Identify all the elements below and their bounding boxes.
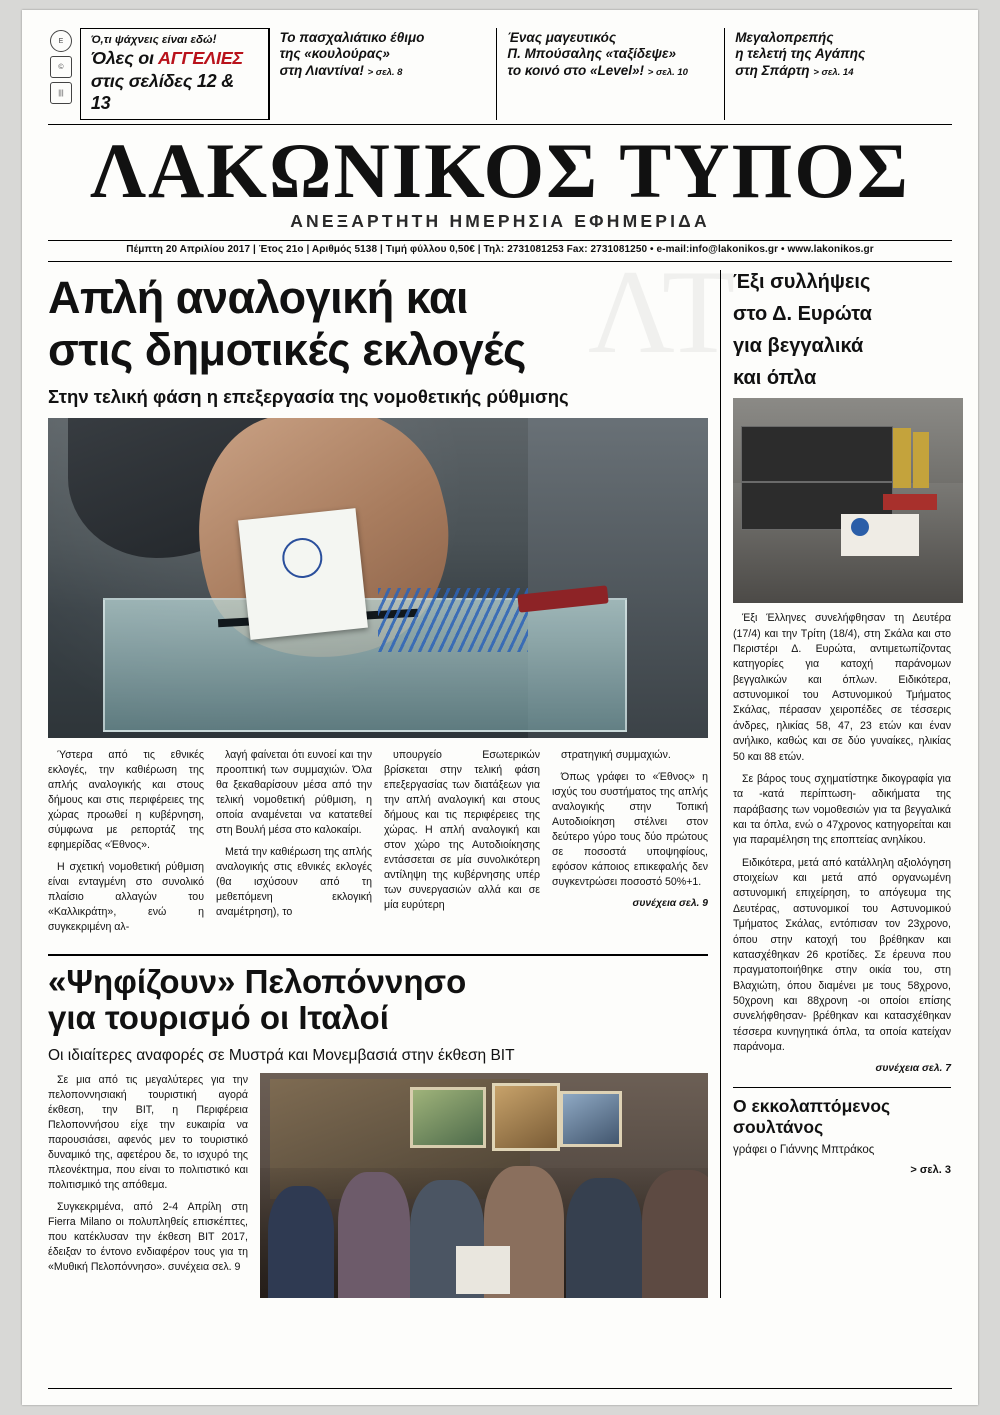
bit-photo-person-1 bbox=[268, 1186, 334, 1298]
bit-p2: Συγκεκριμένα, από 2-4 Απρίλη στη Fierra Milano οι πολυπληθείς επισκέπτες, που κατέκλυσαν την έκθεση ΒΙΤ 2017, έδειξαν το έντονο ενδιαφέρον τους για τη «Μυθική Πελοπόννησο». συνέχεια σελ. 9 bbox=[48, 1200, 248, 1274]
award-icon: © bbox=[50, 56, 72, 78]
bit-photo-artwork-1 bbox=[410, 1087, 486, 1148]
opinion-title-line1: Ο εκκολαπτόμενος bbox=[733, 1096, 891, 1117]
lead-headline-line1: Απλή αναλογική και bbox=[48, 272, 468, 324]
teaser-sparti-line3-text: στη Σπάρτη bbox=[735, 62, 810, 78]
teaser-classifieds-title-highlight: ΑΓΓΕΛΙΕΣ bbox=[157, 48, 243, 69]
lead-body-col-4 bbox=[552, 748, 708, 942]
official-stamp-icon bbox=[280, 536, 324, 580]
bit-photo-artwork-2 bbox=[492, 1083, 560, 1151]
opinion-byline: γράφει ο Γιάννης Μπτράκος bbox=[733, 1143, 875, 1156]
teaser-bousalis-line1: Ένας μαγευτικός bbox=[507, 30, 617, 45]
teaser-koulouras[interactable] bbox=[269, 28, 497, 120]
teaser-sparti[interactable] bbox=[724, 28, 952, 120]
bit-subheadline: Οι ιδιαίτερες αναφορές σε Μυστρά και Μονεμβασιά στην έκθεση ΒΙΤ bbox=[48, 1046, 515, 1064]
lead-p7: Όπως γράφει το «Έθνος» η ισχύς του συστήματος της απλής αναλογικής στην Τοπική Αυτοδιοίκηση στέλνει στον δεύτερο γύρο τους δύο πρώτους σε ποσοστά υποψηφίους, εφόσον κάποιος επικεφαλής δεν συγκεντρώσει ποσοστό 50%+1. bbox=[552, 770, 708, 888]
lead-body-col-3 bbox=[384, 748, 540, 942]
bit-headline-line1: «Ψηφίζουν» Πελοπόννησο bbox=[48, 963, 467, 1001]
teaser-bousalis-line2: Π. Μπούσαλης «ταξίδεψε» bbox=[507, 46, 676, 62]
masthead-infoline: Πέμπτη 20 Απριλίου 2017 | Έτος 21ο | Αριθμός 5138 | Τιμή φύλλου 0,50€ | Τηλ: 2731081253 Fax: 2731081250 • e-mail:info@lakonikos.gr • www.lakonikos.gr bbox=[126, 244, 874, 256]
press-seal-icon: Ε bbox=[50, 30, 72, 52]
bit-p1: Σε μια από τις μεγαλύτερες για την πελοποννησιακή τουριστική αγορά έκθεση, την ΒΙΤ, η Περιφέρεια Πελοποννήσου είχε την ευκαιρία να παρουσιάσει, αφενός μεν το τουριστικό δυναμικό της, αφετέρου δε, το ισχυρό της πλεονέκτημα, που είναι το πολιτιστικό και πολιτισμικό της απόθεμα. bbox=[48, 1073, 248, 1191]
teaser-koulouras-line3 bbox=[280, 63, 487, 79]
main-grid bbox=[48, 270, 952, 1297]
lead-p1: Ύστερα από τις εθνικές εκλογές, την καθιέρωση της απλής αναλογικής και στους δήμους και στις περιφέρειες της χώρας προωθεί η κυβέρνηση, σύμφωνα με ρεπορτάζ της εφημερίδας «Έθνος». bbox=[48, 748, 204, 851]
sidebar-column bbox=[721, 270, 951, 1297]
newspaper-title: ΛΑΚΩΝΙΚΟΣ ΤΥΠΟΣ bbox=[90, 126, 910, 214]
lead-continue-link[interactable]: συνέχεια σελ. 9 bbox=[632, 897, 708, 909]
teaser-bousalis-line3-text: το κοινό στο «Level»! bbox=[507, 62, 645, 78]
teaser-koulouras-line2: της «κουλούρας» bbox=[279, 46, 390, 62]
sidebar-body bbox=[733, 611, 951, 1077]
sidebar-photo-fireworks-3 bbox=[883, 494, 937, 510]
teaser-koulouras-ref[interactable]: > σελ. 8 bbox=[367, 66, 403, 78]
teaser-classifieds-title-part1: Όλες οι bbox=[90, 48, 158, 69]
sidebar-continue-link[interactable]: συνέχεια σελ. 7 bbox=[875, 1063, 951, 1075]
teaser-bousalis-ref[interactable]: > σελ. 10 bbox=[647, 66, 688, 78]
bit-body-col-1 bbox=[48, 1073, 248, 1298]
lead-p4: Μετά την καθιέρωση της απλής αναλογικής στις εθνικές εκλογές (θα ισχύσουν από τη μεθεπόμενη εκλογική αναμέτρηση), το bbox=[216, 845, 372, 918]
bit-article-body bbox=[48, 1073, 708, 1298]
sidebar-headline-line1: Έξι συλλήψεις bbox=[733, 271, 871, 294]
bit-photo-person-2 bbox=[338, 1172, 410, 1298]
lead-p6: στρατηγική συμμαχιών. bbox=[561, 748, 671, 761]
teaser-classifieds[interactable] bbox=[80, 28, 269, 120]
bit-photo-person-5 bbox=[566, 1178, 642, 1298]
ballot-envelope-icon bbox=[238, 508, 368, 640]
masthead-rule-bottom bbox=[48, 261, 952, 262]
bit-photo bbox=[260, 1073, 708, 1298]
teaser-bousalis[interactable] bbox=[496, 28, 724, 120]
opinion-title-line2: σουλτάνος bbox=[733, 1116, 824, 1137]
bit-photo-artwork-3 bbox=[560, 1091, 622, 1147]
sidebar-photo-fireworks-1 bbox=[893, 428, 911, 488]
sidebar-photo bbox=[733, 398, 963, 603]
newspaper-page bbox=[22, 10, 978, 1405]
lead-photo-ballots bbox=[378, 588, 528, 652]
section-divider-rule bbox=[48, 954, 708, 956]
lead-p3: λαγή φαίνεται ότι ευνοεί και την προοπτική των συμμαχιών. Όλα θα ξεκαθαρίσουν μέσα από την τελική νομοθετική ρύθμιση, η οποία αναμένεται να κατατεθεί στη Βουλή μέσα στο καλοκαίρι. bbox=[216, 748, 372, 836]
sidebar-footer-rule bbox=[733, 1087, 951, 1088]
page-bottom-rule bbox=[48, 1388, 952, 1389]
teaser-classifieds-kicker: Ό,τι ψάχνεις είναι εδώ! bbox=[90, 34, 217, 46]
lead-body-col-2 bbox=[216, 748, 372, 942]
teaser-bousalis-line3 bbox=[507, 63, 714, 79]
sidebar-headline-line4: και όπλα bbox=[733, 367, 817, 390]
bit-photo-tote-bag bbox=[456, 1246, 510, 1294]
lead-photo bbox=[48, 418, 708, 738]
teaser-sparti-line2: η τελετή της Αγάπης bbox=[735, 46, 866, 62]
sidebar-p3: Ειδικότερα, μετά από κατάλληλη αξιολόγηση στοιχείων και μετά από οργανωμένη αστυνομική επιχείρηση, το απόγευμα της Δευτέρας, αστυνομικοί του Αστυνομικού Τμήματος Σκάλας, εντόπισαν τον 23χρονο, όπου στην κατοχή του βρέθηκαν και κατασχέθηκαν 26 κροτίδες. Σε έρευνα που πραγματοποιήθηκε στην οικία του, στη Βλαχιώτη, όπου διαμένει με τους 58χρονο, 50χρονη και 88χρονη -οι οποίοι επίσης συνελήφθησαν- βρέθηκαν και κατασχέθηκαν τέσσερα κυνηγητικά όπλα, τα οποία κατείχαν παράνομα. bbox=[733, 856, 951, 1054]
lead-headline-line2: στις δημοτικές εκλογές bbox=[48, 324, 526, 375]
masthead-stamps bbox=[48, 28, 74, 120]
lead-subheadline: Στην τελική φάση η επεξεργασία της νομοθετικής ρύθμισης bbox=[48, 385, 569, 407]
sidebar-photo-crate-1 bbox=[741, 426, 893, 482]
sidebar-headline-line2: στο Δ. Ευρώτα bbox=[733, 303, 872, 326]
lead-p2: Η σχετική νομοθετική ρύθμιση είναι ενταγμένη στο συνολικό πλαίσιο αλλαγών του «Καλλικράτη», ενώ η συγκεκριμένη αλ- bbox=[48, 860, 204, 934]
sidebar-photo-fireworks-2 bbox=[913, 432, 929, 488]
main-column bbox=[48, 270, 720, 1297]
teaser-classifieds-pages: στις σελίδες 12 & 13 bbox=[90, 70, 235, 114]
opinion-page-ref[interactable]: > σελ. 3 bbox=[910, 1163, 951, 1176]
sidebar-p1: Έξι Έλληνες συνελήφθησαν τη Δευτέρα (17/4) και την Τρίτη (18/4), στη Σκάλα και στο Περιστέρι Δ. Ευρώτα, αντιμετωπίζοντας κατηγορίες για κατοχή παράνομων βεγγαλικών και όπλων. Ειδικότερα, αστυνομικοί του Αστυνομικού Τμήματος Σκάλας, πέρασαν χειροπέδες σε τέσσερις άνδρες, ηλικίας 58, 47, 23 ετών και έναν ανήλικο, καθώς και σε δύο γυναίκες, ηλικίας 50 και 88 ετών. bbox=[733, 612, 951, 763]
teaser-classifieds-title bbox=[91, 47, 258, 70]
lead-p5: υπουργείο Εσωτερικών βρίσκεται στην τελική φάση επεξεργασίας των διατάξεων για την απλή αναλογική και στους δήμους και τις περιφέρειες της χώρας. Η απλή αναλογική και στον χώρο της Αυτοδιοίκησης εντάσσεται σε μία συνολικότερη αντίληψη της κυβέρνησης υπέρ των συνεργασιών αλλά και σε μία ευρύτερη bbox=[384, 748, 540, 911]
teaser-sparti-ref[interactable]: > σελ. 14 bbox=[813, 66, 854, 78]
lead-body-columns bbox=[48, 748, 708, 942]
sidebar-p2: Σε βάρος τους σχηματίστηκε δικογραφία για τα -κατά περίπτωση- αδικήματα της παράβασης των νομοθεσιών για τα βεγγαλικά και τα όπλα, ενώ ο 47χρονος κατηγορείται και για παραμέληση της εποπτείας ανηλίκου. bbox=[733, 772, 951, 847]
teaser-bar bbox=[48, 28, 952, 125]
newspaper-tagline: ΑΝΕΞΑΡΤΗΤΗ ΗΜΕΡΗΣΙΑ ΕΦΗΜΕΡΙΔΑ bbox=[290, 211, 710, 232]
lead-body-col-1 bbox=[48, 748, 204, 942]
bit-headline-line2: για τουρισμό οι Ιταλοί bbox=[48, 999, 389, 1037]
teaser-sparti-line3 bbox=[735, 63, 942, 79]
sidebar-headline-line3: για βεγγαλικά bbox=[733, 335, 864, 358]
masthead-watermark: ΛΤ bbox=[588, 244, 736, 378]
teaser-koulouras-line1: Το πασχαλιάτικο έθιμο bbox=[279, 30, 425, 45]
barcode-icon: ||| bbox=[50, 82, 72, 104]
bit-photo-person-6 bbox=[642, 1170, 708, 1298]
teaser-koulouras-line3-text: στη Λιαντίνα! bbox=[279, 62, 364, 78]
teaser-sparti-line1: Μεγαλοπρεπής bbox=[735, 30, 834, 45]
